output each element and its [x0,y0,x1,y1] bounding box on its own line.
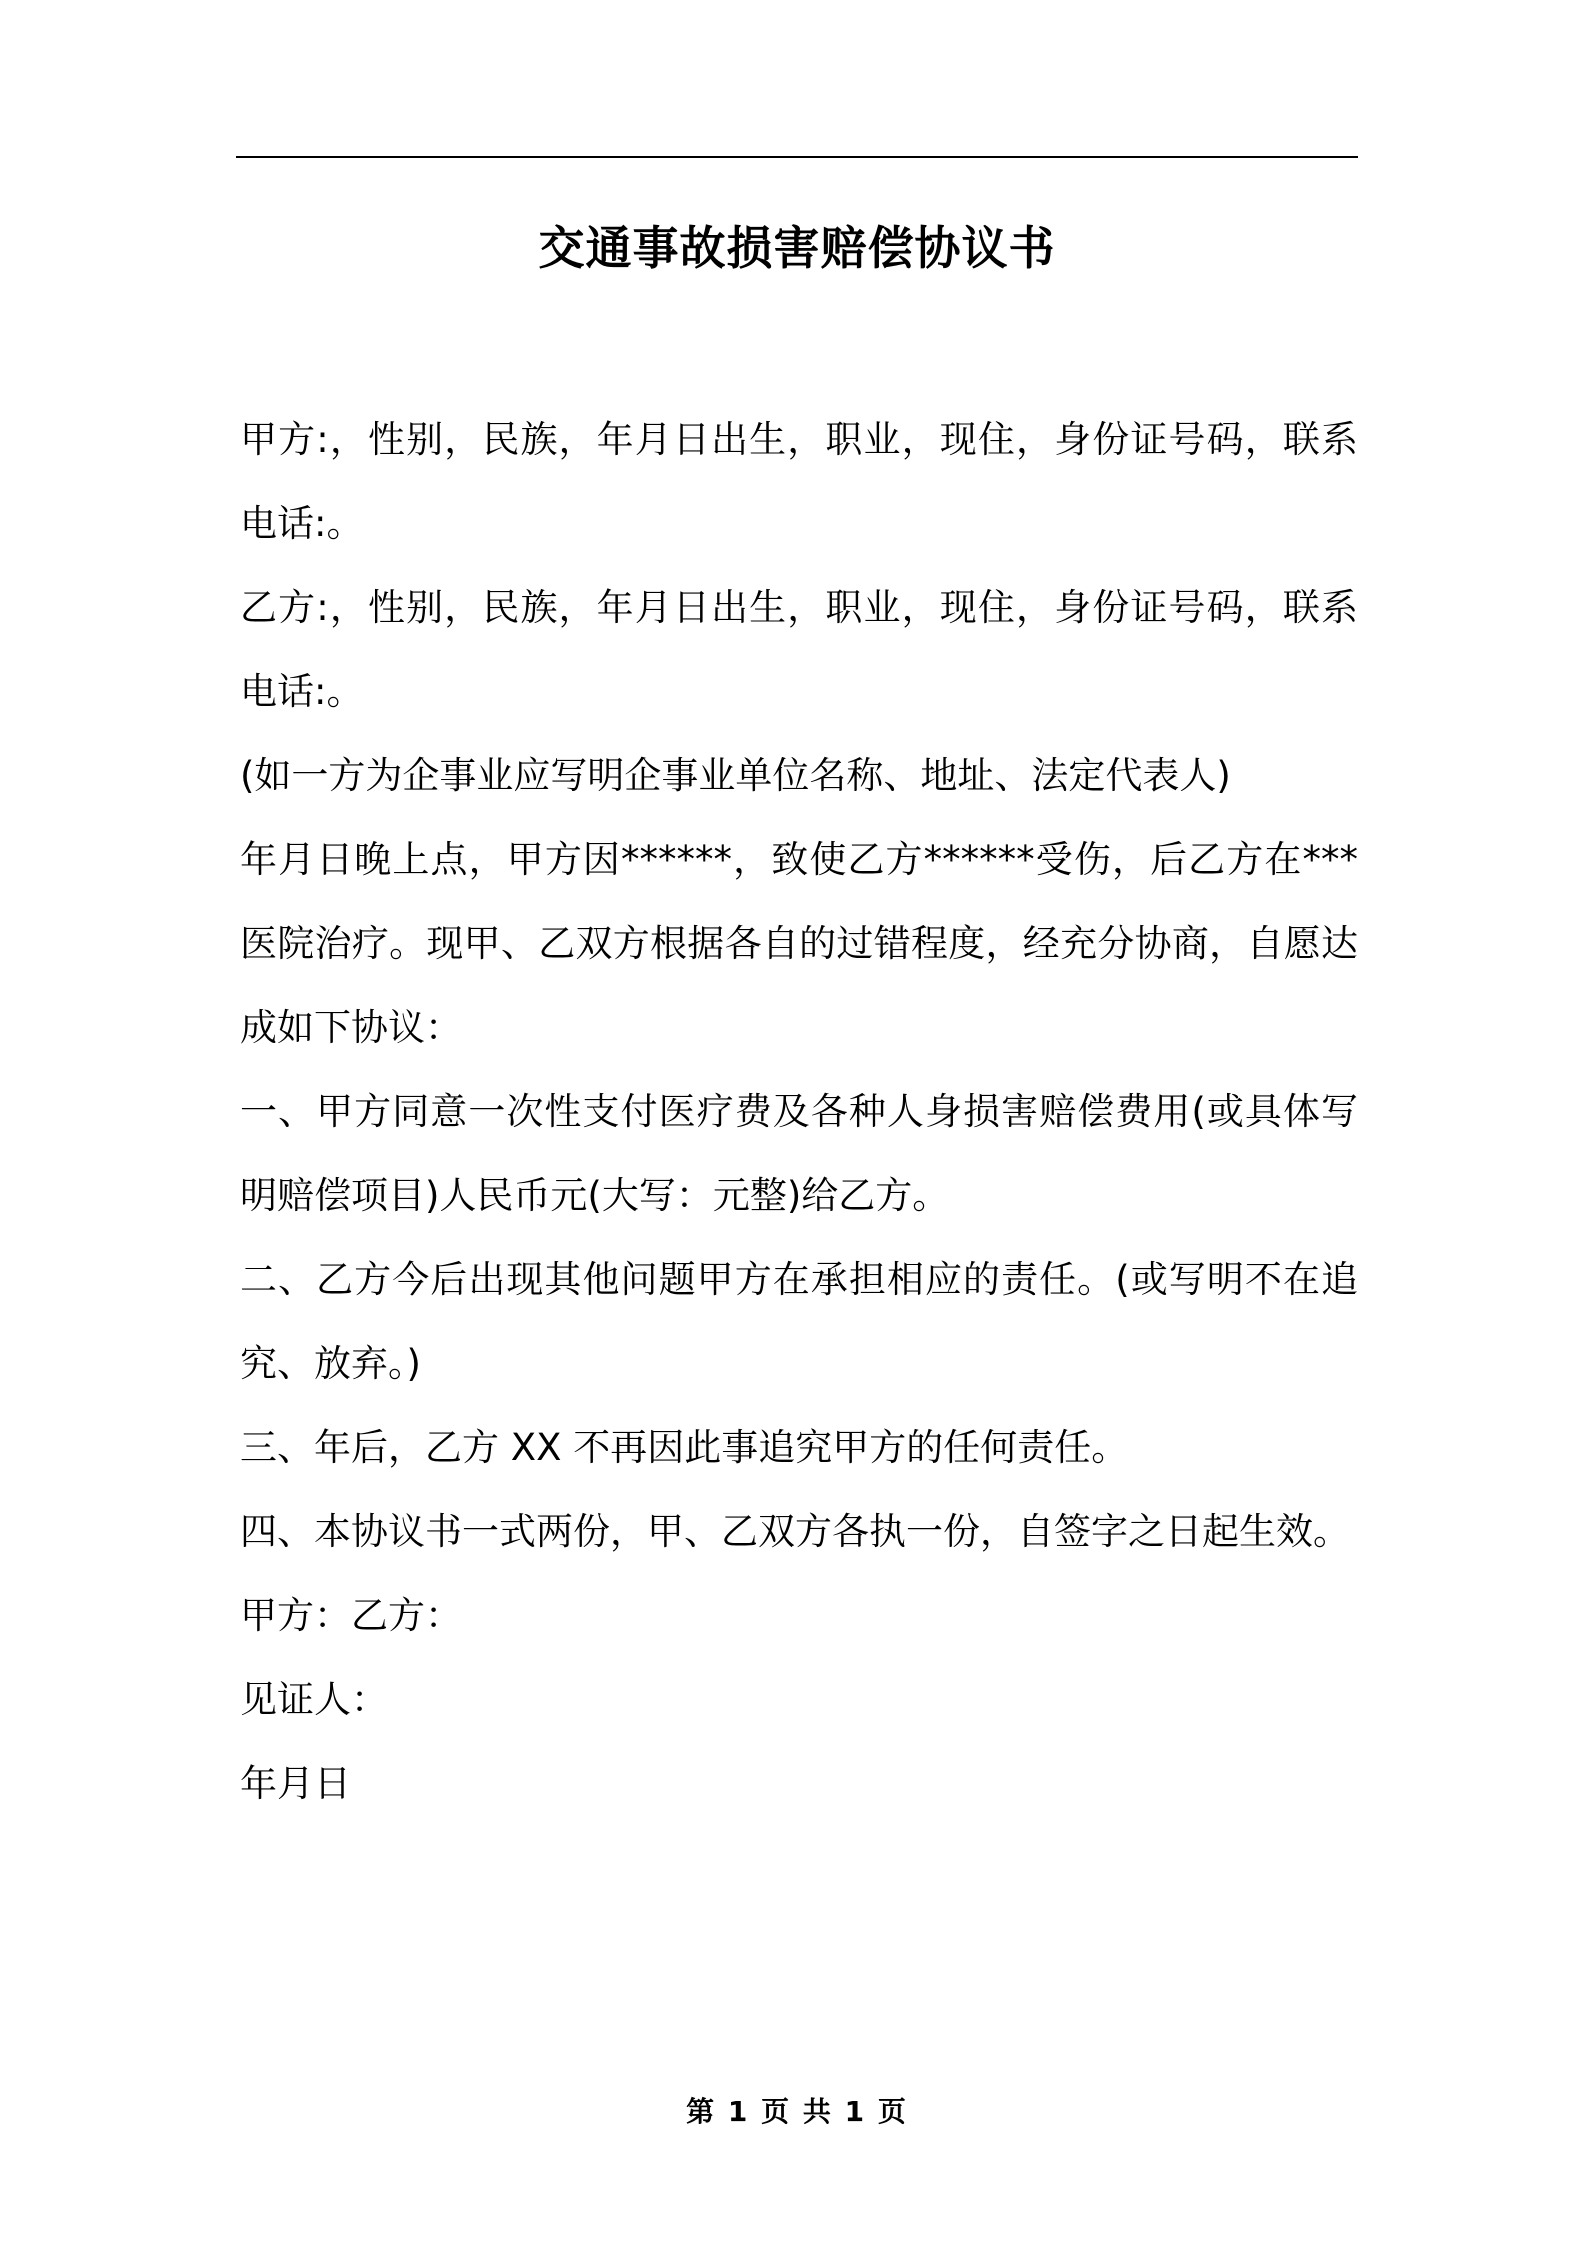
clause-1: 一、甲方同意一次性支付医疗费及各种人身损害赔偿费用(或具体写明赔偿项目)人民币元(大写：元整)给乙方。 [240,1090,1358,1217]
document-title: 交通事故损害赔偿协议书 [538,221,1056,275]
signature-parties: 甲方：乙方： [240,1594,462,1637]
party-b-info: 乙方:，性别，民族，年月日出生，职业，现住，身份证号码，联系电话:。 [240,586,1358,713]
incident-description: 年月日晚上点，甲方因******，致使乙方******受伤，后乙方在***医院治疗。现甲、乙双方根据各自的过错程度，经充分协商，自愿达成如下协议： [240,838,1358,1049]
signature-date: 年月日 [240,1762,351,1805]
party-a-info: 甲方:，性别，民族，年月日出生，职业，现住，身份证号码，联系电话:。 [240,418,1358,545]
document-body [240,398,1358,1826]
header-rule [236,156,1358,158]
clause-4: 四、本协议书一式两份，甲、乙双方各执一份，自签字之日起生效。 [240,1510,1350,1553]
enterprise-note: (如一方为企事业应写明企事业单位名称、地址、法定代表人) [240,754,1231,797]
page-number-footer: 第 1 页 共 1 页 [686,2095,908,2128]
clause-2: 二、乙方今后出现其他问题甲方在承担相应的责任。(或写明不在追究、放弃。) [240,1258,1358,1385]
clause-3: 三、年后，乙方 XX 不再因此事追究甲方的任何责任。 [240,1426,1129,1469]
signature-witness: 见证人： [240,1678,388,1721]
